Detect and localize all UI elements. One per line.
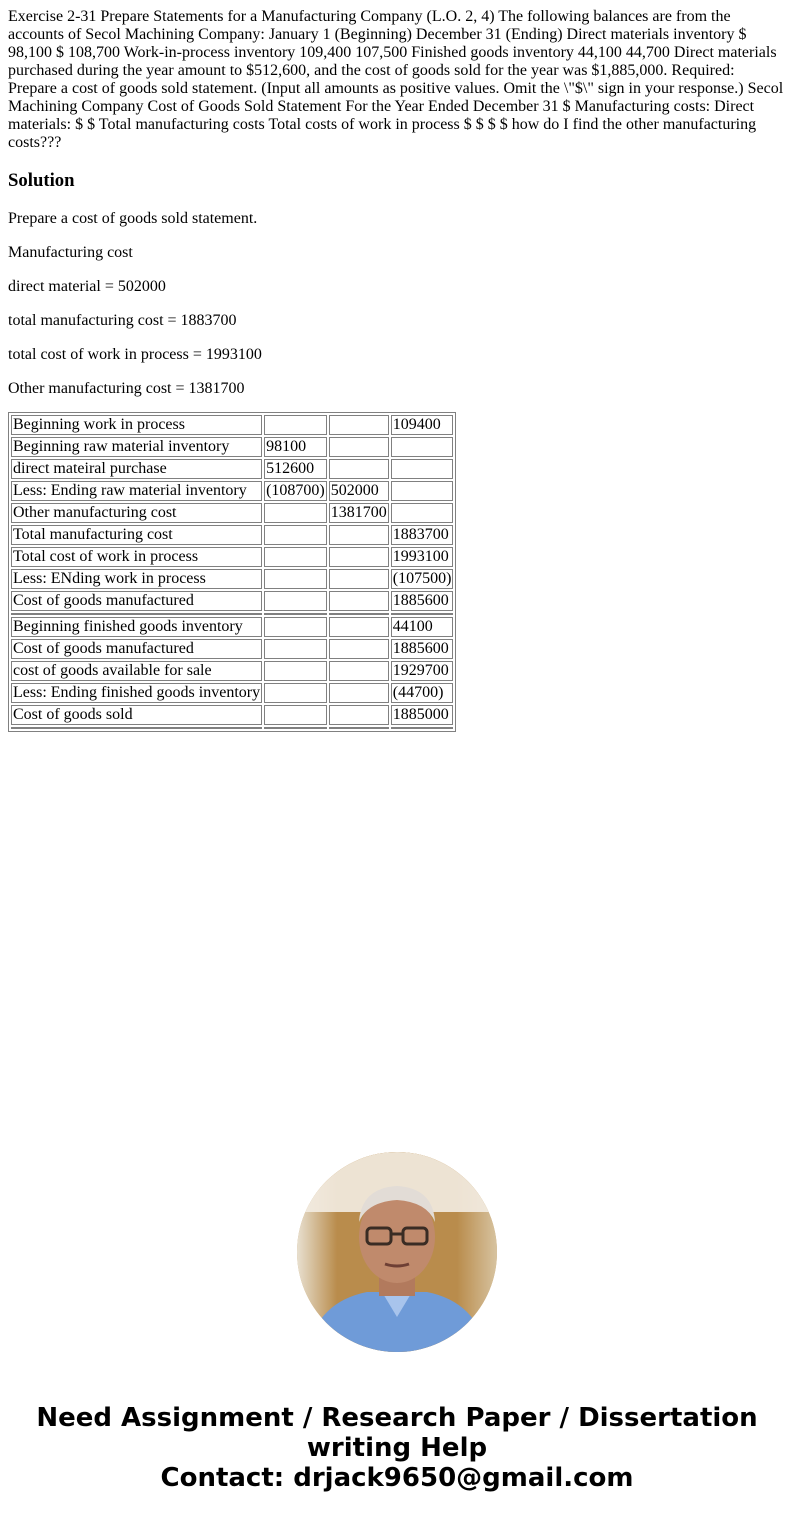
row-label-cell: Other manufacturing cost — [11, 503, 262, 523]
row-label-cell: Total cost of work in process — [11, 547, 262, 567]
amount-cell — [264, 639, 327, 659]
table-separator-cell — [264, 727, 327, 729]
table-row — [11, 569, 453, 589]
amount-cell — [329, 415, 389, 435]
amount-cell — [264, 547, 327, 567]
amount-cell: (107500) — [392, 570, 452, 587]
table-separator-cell — [391, 613, 454, 615]
amount-cell — [329, 525, 389, 545]
solution-line: Manufacturing cost — [8, 244, 133, 261]
amount-cell — [329, 591, 389, 611]
row-label-cell: Beginning finished goods inventory — [11, 617, 262, 637]
table-row — [11, 591, 453, 611]
table-row — [11, 705, 453, 725]
solution-line: Other manufacturing cost = 1381700 — [8, 380, 245, 397]
amount-cell — [329, 547, 389, 567]
amount-cell — [264, 683, 327, 703]
table-row — [11, 683, 453, 703]
solution-line: Prepare a cost of goods sold statement. — [8, 210, 258, 227]
table-row — [11, 459, 453, 479]
amount-cell — [391, 459, 454, 479]
amount-cell — [329, 705, 389, 725]
amount-cell — [264, 705, 327, 725]
table-separator-cell — [329, 727, 389, 729]
person-photo-icon — [297, 1152, 497, 1352]
avatar — [297, 1152, 497, 1352]
question-text: Exercise 2-31 Prepare Statements for a Manufacturing Company (L.O. 2, 4) The following balances are from the accounts of Secol Machining Company: January 1 (Beginning) December 31 (Ending) Direct materials inventory $ 98,100 $ 108,700 Work-in-process inventory 109,400 107,500 Finished goods inventory 44,100 44,700 Direct materials purchased during the year amount to $512,600, and the cost of goods sold for the year was $1,885,000. Required: Prepare a cost of goods sold statement. (Input all amounts as positive values. Omit the \"$\" sign in your response.) Secol Machining Company Cost of Goods Sold Statement For the Year Ended December 31 $ Manufacturing costs: Direct materials: $ $ Total manufacturing costs Total costs of work in process $ $ $ $ how do I find the other manufacturing costs??? — [8, 8, 784, 151]
amount-cell: 98100 — [264, 437, 327, 457]
promo-contact: Contact: drjack9650@gmail.com — [160, 1463, 634, 1493]
amount-cell — [264, 503, 327, 523]
table-separator-cell — [391, 727, 454, 729]
row-label-cell: Beginning work in process — [11, 415, 262, 435]
table-separator-cell — [329, 613, 389, 615]
table-row — [11, 503, 453, 523]
amount-cell — [329, 569, 389, 589]
row-label-cell: Total manufacturing cost — [11, 525, 262, 545]
row-label-cell: Less: Ending raw material inventory — [11, 481, 262, 501]
amount-cell — [391, 481, 454, 501]
amount-cell — [264, 569, 327, 589]
table-row — [11, 639, 453, 659]
amount-cell: 44100 — [391, 617, 454, 637]
amount-cell — [391, 503, 454, 523]
table-row — [11, 617, 453, 637]
table-separator-cell — [11, 613, 262, 615]
amount-cell: (44700) — [391, 683, 454, 703]
table-row — [11, 481, 453, 501]
amount-cell — [391, 437, 454, 457]
row-label-cell: cost of goods available for sale — [11, 661, 262, 681]
amount-cell: (108700) — [266, 482, 325, 499]
amount-cell — [264, 617, 327, 637]
promo-line: Need Assignment / Research Paper / Dissertation — [36, 1403, 758, 1433]
amount-cell: 1929700 — [391, 661, 454, 681]
amount-cell: 512600 — [264, 459, 327, 479]
row-label-cell: Less: Ending finished goods inventory — [13, 684, 261, 701]
amount-cell — [264, 525, 327, 545]
table-row — [11, 661, 453, 681]
table-separator-cell — [264, 613, 327, 615]
table-row — [11, 437, 453, 457]
amount-cell: 1885600 — [391, 639, 454, 659]
row-label-cell: Beginning raw material inventory — [11, 437, 262, 457]
amount-cell: 1885000 — [391, 705, 454, 725]
table-row — [11, 415, 453, 435]
amount-cell — [264, 415, 327, 435]
table-row — [11, 525, 453, 545]
amount-cell: 1883700 — [391, 525, 454, 545]
amount-cell: 1381700 — [330, 504, 387, 521]
row-label-cell: Cost of goods sold — [11, 705, 262, 725]
amount-cell — [329, 683, 389, 703]
promo-line: writing Help — [306, 1433, 488, 1463]
amount-cell — [329, 437, 389, 457]
table-separator-row — [11, 613, 453, 615]
promo-text — [0, 1403, 794, 1493]
row-label-cell: direct mateiral purchase — [11, 459, 262, 479]
amount-cell — [329, 639, 389, 659]
amount-cell — [329, 459, 389, 479]
amount-cell — [264, 591, 327, 611]
solution-line: total manufacturing cost = 1883700 — [8, 312, 237, 329]
solution-line: direct material = 502000 — [8, 278, 166, 295]
promo-section — [0, 1152, 794, 1352]
cost-of-goods-sold-table — [8, 412, 456, 732]
amount-cell — [329, 617, 389, 637]
amount-cell: 1885600 — [391, 591, 454, 611]
solution-line: total cost of work in process = 1993100 — [8, 346, 262, 363]
amount-cell: 1993100 — [391, 547, 454, 567]
row-label-cell: Cost of goods manufactured — [11, 591, 262, 611]
table-separator-row — [11, 727, 453, 729]
solution-heading: Solution — [8, 170, 75, 191]
table-row — [11, 547, 453, 567]
table-separator-cell — [11, 727, 262, 729]
row-label-cell: Cost of goods manufactured — [11, 639, 262, 659]
amount-cell: 109400 — [391, 415, 454, 435]
amount-cell — [329, 661, 389, 681]
amount-cell — [264, 661, 327, 681]
amount-cell: 502000 — [329, 481, 389, 501]
row-label-cell: Less: ENding work in process — [11, 569, 262, 589]
